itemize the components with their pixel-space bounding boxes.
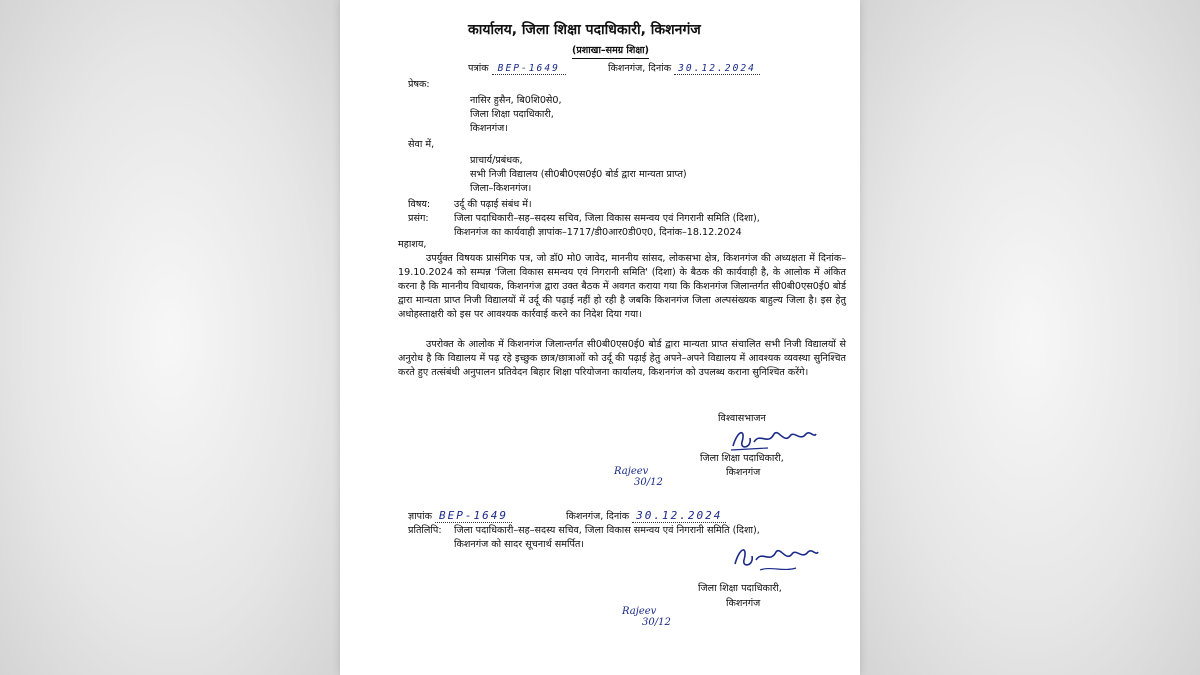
- closing2-designation: जिला शिक्षा पदाधिकारी,: [698, 583, 782, 594]
- initials-2: [622, 606, 671, 628]
- initials-2-date: 30/12: [642, 617, 671, 628]
- closing-place: किशनगंज: [726, 467, 761, 478]
- place-date-label: किशनगंज, दिनांक: [608, 63, 672, 74]
- recipient-line1: प्राचार्य/प्रबंधक,: [470, 155, 523, 166]
- subject-label: विषय:: [408, 199, 431, 210]
- yours-faithfully: विश्वासभाजन: [718, 413, 766, 424]
- signature-2: [730, 540, 820, 579]
- recipient-line3: जिला–किशनगंज।: [470, 183, 532, 194]
- memo-date-row: [566, 508, 726, 524]
- letter-page: [340, 0, 860, 675]
- closing2-place: किशनगंज: [726, 598, 761, 609]
- copy-line1: जिला पदाधिकारी–सह–सदस्य सचिव, जिला विकास समन्वय एवं निगरानी समिति (दिशा),: [454, 525, 760, 536]
- recipient-line2: सभी निजी विद्यालय (सी0बी0एस0ई0 बोर्ड द्वारा मान्यता प्राप्त): [470, 169, 687, 180]
- copy-line2: किशनगंज को सादर सूचनार्थ समर्पित।: [454, 539, 585, 550]
- memo-place-date-label: किशनगंज, दिनांक: [566, 511, 630, 522]
- memo-date-value: 30.12.2024: [632, 509, 726, 523]
- division-label: (प्रशाखा–समग्र शिक्षा): [572, 44, 649, 59]
- signature-1-scribble: [728, 424, 818, 454]
- initials-1-date: 30/12: [634, 477, 663, 488]
- body-paragraph-1: उपर्युक्त विषयक प्रासंगिक पत्र, जो डॉ0 मो0 जावेद, माननीय सांसद, लोकसभा क्षेत्र, किशनगंज की अध्यक्षता में दिनांक–19.10.2024 को सम्पन्न 'जिला विकास समन्वय एवं निगरानी समिति' (दिशा) के बैठक की कार्यवाही है, के आलोक में अंकित करना है कि माननीय विधायक, किशनगंज द्वारा उक्त बैठक में अवगत कराया गया कि किशनगंज जिलान्तर्गत सी0बी0एस0ई0 बोर्ड द्वारा मान्यता प्राप्त निजी विद्यालयों में उर्दू की पढ़ाई नहीं हो रही है जबकि किशनगंज जिला अल्पसंख्यक बाहुल्य जिला है। इस हेतु अधोहस्ताक्षरी को इस पर आवश्यक कार्रवाई करने का निदेश दिया गया।: [398, 253, 846, 320]
- sender-line3: किशनगंज।: [470, 123, 508, 134]
- letter-date-value: 30.12.2024: [674, 63, 760, 75]
- initials-1: [614, 466, 663, 488]
- patrank-row: [468, 62, 566, 76]
- memo-number-row: [408, 508, 512, 524]
- closing-designation: जिला शिक्षा पदाधिकारी,: [700, 453, 784, 464]
- reference-line2: किशनगंज का कार्यवाही ज्ञापांक–1717/डी0आर0डी0ए0, दिनांक–18.12.2024: [454, 227, 742, 238]
- sender-line2: जिला शिक्षा पदाधिकारी,: [470, 109, 554, 120]
- reference-line1: जिला पदाधिकारी–सह–सदस्य सचिव, जिला विकास समन्वय एवं निगरानी समिति (दिशा),: [454, 213, 760, 224]
- patrank-label: पत्रांक: [468, 63, 489, 74]
- copy-label: प्रतिलिपि:: [408, 525, 442, 536]
- gyapank-value: BEP-1649: [435, 509, 512, 523]
- signature-2-scribble: [730, 540, 820, 574]
- sender-line1: नासिर हुसैन, बि0शि0से0,: [470, 95, 562, 106]
- initials-2-name: Rajeev: [622, 606, 657, 617]
- initials-1-name: Rajeev: [614, 466, 649, 477]
- letter-date-row: [608, 62, 760, 76]
- reference-label: प्रसंग:: [408, 213, 429, 224]
- sender-label: प्रेषक:: [408, 79, 430, 90]
- background-right: [860, 0, 1200, 675]
- patrank-value: BEP-1649: [492, 63, 566, 75]
- office-title: कार्यालय, जिला शिक्षा पदाधिकारी, किशनगंज: [468, 22, 701, 38]
- background-left: [0, 0, 340, 675]
- gyapank-label: ज्ञापांक: [408, 511, 432, 522]
- recipient-label: सेवा में,: [408, 139, 435, 150]
- body-paragraph-2: उपरोक्त के आलोक में किशनगंज जिलान्तर्गत सी0बी0एस0ई0 बोर्ड द्वारा मान्यता प्राप्त संचालित सभी निजी विद्यालयों से अनुरोध है कि विद्यालय में पढ़ रहे इच्छुक छात्र/छात्राओं को उर्दू की पढ़ाई हेतु अपने–अपने विद्यालय में आवश्यक व्यवस्था सुनिश्चित करते हुए तत्संबंधी अनुपालन प्रतिवेदन बिहार शिक्षा परियोजना कार्यालय, किशनगंज को उपलब्ध कराना सुनिश्चित करेंगे।: [398, 339, 846, 378]
- salutation: महाशय,: [398, 239, 427, 250]
- subject-text: उर्दू की पढ़ाई संबंध में।: [454, 199, 532, 210]
